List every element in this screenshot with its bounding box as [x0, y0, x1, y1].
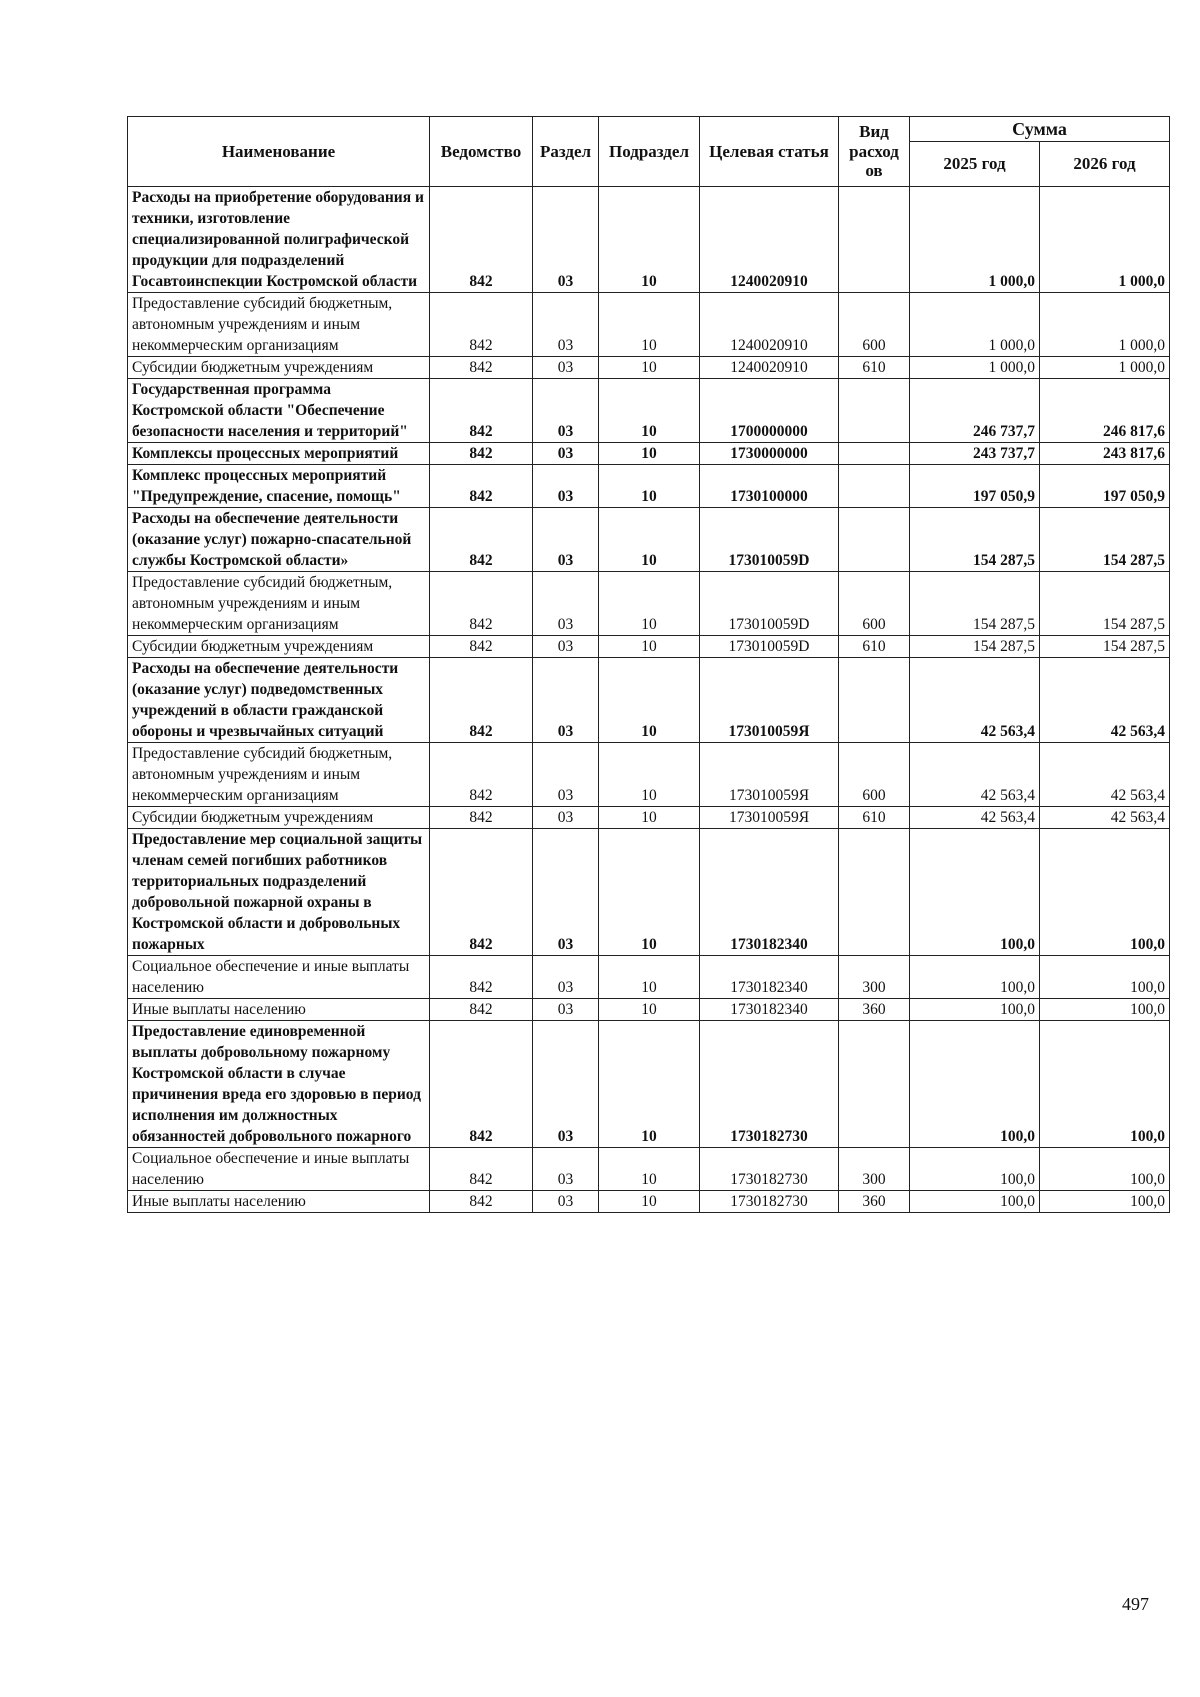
row-name: Иные выплаты населению — [128, 1191, 430, 1213]
row-sum-2026: 100,0 — [1040, 1021, 1170, 1148]
row-dept: 842 — [430, 807, 533, 829]
row-expense-type — [839, 508, 910, 572]
row-expense-type: 600 — [839, 743, 910, 807]
row-section: 03 — [533, 999, 599, 1021]
row-target: 173010059D — [700, 572, 839, 636]
row-target: 173010059Я — [700, 658, 839, 743]
row-subsection: 10 — [599, 807, 700, 829]
row-expense-type — [839, 1021, 910, 1148]
table-body — [128, 187, 1170, 1213]
row-section: 03 — [533, 829, 599, 956]
row-expense-type: 300 — [839, 956, 910, 999]
row-sum-2025: 1 000,0 — [910, 293, 1040, 357]
table-row — [128, 743, 1170, 807]
row-name: Расходы на обеспечение деятельности (оказание услуг) пожарно-спасательной службы Костромской области» — [128, 508, 430, 572]
header-dept: Ведомство — [430, 117, 533, 187]
row-sum-2025: 100,0 — [910, 1148, 1040, 1191]
row-sum-2026: 100,0 — [1040, 1191, 1170, 1213]
row-name: Комплекс процессных мероприятий "Предупреждение, спасение, помощь" — [128, 465, 430, 508]
table-row — [128, 293, 1170, 357]
row-subsection: 10 — [599, 293, 700, 357]
row-section: 03 — [533, 807, 599, 829]
row-target: 1730182730 — [700, 1148, 839, 1191]
row-dept: 842 — [430, 743, 533, 807]
row-expense-type — [839, 465, 910, 508]
table-row — [128, 807, 1170, 829]
header-target: Целевая статья — [700, 117, 839, 187]
row-sum-2025: 100,0 — [910, 1191, 1040, 1213]
row-dept: 842 — [430, 829, 533, 956]
row-target: 1240020910 — [700, 187, 839, 293]
row-dept: 842 — [430, 357, 533, 379]
row-target: 1730182340 — [700, 999, 839, 1021]
row-expense-type: 610 — [839, 357, 910, 379]
row-sum-2025: 100,0 — [910, 956, 1040, 999]
row-expense-type: 360 — [839, 999, 910, 1021]
row-expense-type: 600 — [839, 293, 910, 357]
row-sum-2026: 154 287,5 — [1040, 636, 1170, 658]
row-dept: 842 — [430, 572, 533, 636]
row-name: Расходы на обеспечение деятельности (оказание услуг) подведомственных учреждений в области гражданской обороны и чрезвычайных ситуаций — [128, 658, 430, 743]
row-sum-2026: 42 563,4 — [1040, 658, 1170, 743]
header-2026: 2026 год — [1040, 142, 1170, 187]
header-subsection: Подраздел — [599, 117, 700, 187]
row-sum-2026: 154 287,5 — [1040, 508, 1170, 572]
row-target: 1730100000 — [700, 465, 839, 508]
row-sum-2026: 243 817,6 — [1040, 443, 1170, 465]
row-subsection: 10 — [599, 829, 700, 956]
row-sum-2026: 154 287,5 — [1040, 572, 1170, 636]
row-sum-2026: 1 000,0 — [1040, 293, 1170, 357]
row-subsection: 10 — [599, 1148, 700, 1191]
row-subsection: 10 — [599, 508, 700, 572]
row-dept: 842 — [430, 956, 533, 999]
row-name: Предоставление субсидий бюджетным, автономным учреждениям и иным некоммерческим организациям — [128, 572, 430, 636]
row-name: Предоставление субсидий бюджетным, автономным учреждениям и иным некоммерческим организациям — [128, 293, 430, 357]
row-name: Социальное обеспечение и иные выплаты населению — [128, 1148, 430, 1191]
row-subsection: 10 — [599, 379, 700, 443]
header-section: Раздел — [533, 117, 599, 187]
row-expense-type — [839, 379, 910, 443]
row-expense-type: 300 — [839, 1148, 910, 1191]
row-subsection: 10 — [599, 187, 700, 293]
row-dept: 842 — [430, 1021, 533, 1148]
header-name: Наименование — [128, 117, 430, 187]
table-row — [128, 1148, 1170, 1191]
row-section: 03 — [533, 187, 599, 293]
row-name: Предоставление единовременной выплаты добровольному пожарному Костромской области в случае причинения вреда его здоровью в период исполнения им должностных обязанностей добровольного пожарного — [128, 1021, 430, 1148]
row-expense-type: 610 — [839, 636, 910, 658]
row-expense-type — [839, 187, 910, 293]
row-target: 1730182340 — [700, 829, 839, 956]
row-sum-2025: 100,0 — [910, 1021, 1040, 1148]
row-subsection: 10 — [599, 1021, 700, 1148]
row-sum-2026: 42 563,4 — [1040, 807, 1170, 829]
row-target: 173010059D — [700, 636, 839, 658]
row-sum-2025: 42 563,4 — [910, 743, 1040, 807]
row-section: 03 — [533, 1148, 599, 1191]
table-row — [128, 379, 1170, 443]
row-sum-2026: 1 000,0 — [1040, 357, 1170, 379]
row-subsection: 10 — [599, 572, 700, 636]
page-number: 497 — [1122, 1594, 1149, 1614]
row-dept: 842 — [430, 379, 533, 443]
row-subsection: 10 — [599, 1191, 700, 1213]
row-expense-type — [839, 443, 910, 465]
row-section: 03 — [533, 1191, 599, 1213]
row-section: 03 — [533, 743, 599, 807]
row-section: 03 — [533, 379, 599, 443]
row-expense-type: 600 — [839, 572, 910, 636]
table-row — [128, 465, 1170, 508]
table-row — [128, 508, 1170, 572]
row-sum-2026: 197 050,9 — [1040, 465, 1170, 508]
row-subsection: 10 — [599, 999, 700, 1021]
row-dept: 842 — [430, 658, 533, 743]
row-name: Субсидии бюджетным учреждениям — [128, 807, 430, 829]
row-dept: 842 — [430, 465, 533, 508]
row-sum-2025: 1 000,0 — [910, 187, 1040, 293]
row-sum-2026: 1 000,0 — [1040, 187, 1170, 293]
table-row — [128, 1191, 1170, 1213]
row-section: 03 — [533, 1021, 599, 1148]
row-sum-2025: 154 287,5 — [910, 508, 1040, 572]
row-target: 1730182730 — [700, 1021, 839, 1148]
row-name: Комплексы процессных мероприятий — [128, 443, 430, 465]
row-target: 1730182340 — [700, 956, 839, 999]
row-section: 03 — [533, 293, 599, 357]
row-target: 173010059D — [700, 508, 839, 572]
row-target: 1700000000 — [700, 379, 839, 443]
row-sum-2025: 100,0 — [910, 829, 1040, 956]
row-dept: 842 — [430, 636, 533, 658]
table-row — [128, 1021, 1170, 1148]
row-expense-type — [839, 829, 910, 956]
row-sum-2026: 100,0 — [1040, 1148, 1170, 1191]
row-section: 03 — [533, 443, 599, 465]
row-sum-2025: 246 737,7 — [910, 379, 1040, 443]
row-name: Субсидии бюджетным учреждениям — [128, 357, 430, 379]
row-dept: 842 — [430, 293, 533, 357]
row-subsection: 10 — [599, 956, 700, 999]
row-sum-2026: 246 817,6 — [1040, 379, 1170, 443]
row-dept: 842 — [430, 1191, 533, 1213]
row-name: Иные выплаты населению — [128, 999, 430, 1021]
row-sum-2025: 42 563,4 — [910, 658, 1040, 743]
row-subsection: 10 — [599, 465, 700, 508]
row-section: 03 — [533, 572, 599, 636]
row-subsection: 10 — [599, 658, 700, 743]
row-sum-2025: 154 287,5 — [910, 572, 1040, 636]
row-target: 173010059Я — [700, 807, 839, 829]
row-sum-2025: 1 000,0 — [910, 357, 1040, 379]
table-row — [128, 572, 1170, 636]
header-sum: Сумма — [910, 117, 1170, 142]
row-name: Предоставление субсидий бюджетным, автономным учреждениям и иным некоммерческим организациям — [128, 743, 430, 807]
row-section: 03 — [533, 636, 599, 658]
row-name: Государственная программа Костромской области "Обеспечение безопасности населения и территорий" — [128, 379, 430, 443]
row-target: 1730000000 — [700, 443, 839, 465]
row-name: Социальное обеспечение и иные выплаты населению — [128, 956, 430, 999]
row-target: 1240020910 — [700, 293, 839, 357]
row-sum-2026: 100,0 — [1040, 956, 1170, 999]
row-expense-type: 610 — [839, 807, 910, 829]
row-section: 03 — [533, 465, 599, 508]
budget-table — [127, 116, 1170, 1213]
row-target: 173010059Я — [700, 743, 839, 807]
row-name: Расходы на приобретение оборудования и техники, изготовление специализированной полиграфической продукции для подразделений Госавтоинспекции Костромской области — [128, 187, 430, 293]
row-section: 03 — [533, 658, 599, 743]
row-target: 1730182730 — [700, 1191, 839, 1213]
row-section: 03 — [533, 508, 599, 572]
row-dept: 842 — [430, 443, 533, 465]
row-dept: 842 — [430, 187, 533, 293]
row-dept: 842 — [430, 999, 533, 1021]
table-row — [128, 999, 1170, 1021]
header-2025: 2025 год — [910, 142, 1040, 187]
row-section: 03 — [533, 357, 599, 379]
table-row — [128, 829, 1170, 956]
row-name: Предоставление мер социальной защиты членам семей погибших работников территориальных подразделений добровольной пожарной охраны в Костромской области и добровольных пожарных — [128, 829, 430, 956]
row-subsection: 10 — [599, 636, 700, 658]
table-row — [128, 187, 1170, 293]
row-expense-type: 360 — [839, 1191, 910, 1213]
table-row — [128, 357, 1170, 379]
row-dept: 842 — [430, 508, 533, 572]
row-sum-2026: 100,0 — [1040, 829, 1170, 956]
row-sum-2026: 100,0 — [1040, 999, 1170, 1021]
row-sum-2025: 100,0 — [910, 999, 1040, 1021]
table-row — [128, 636, 1170, 658]
row-expense-type — [839, 658, 910, 743]
row-subsection: 10 — [599, 443, 700, 465]
row-subsection: 10 — [599, 743, 700, 807]
row-sum-2025: 197 050,9 — [910, 465, 1040, 508]
row-section: 03 — [533, 956, 599, 999]
table-row — [128, 443, 1170, 465]
row-name: Субсидии бюджетным учреждениям — [128, 636, 430, 658]
table-row — [128, 658, 1170, 743]
row-sum-2025: 154 287,5 — [910, 636, 1040, 658]
row-sum-2025: 42 563,4 — [910, 807, 1040, 829]
header-expense-type: Вид расход ов — [839, 117, 910, 187]
row-target: 1240020910 — [700, 357, 839, 379]
row-dept: 842 — [430, 1148, 533, 1191]
row-sum-2026: 42 563,4 — [1040, 743, 1170, 807]
row-sum-2025: 243 737,7 — [910, 443, 1040, 465]
table-row — [128, 956, 1170, 999]
row-subsection: 10 — [599, 357, 700, 379]
